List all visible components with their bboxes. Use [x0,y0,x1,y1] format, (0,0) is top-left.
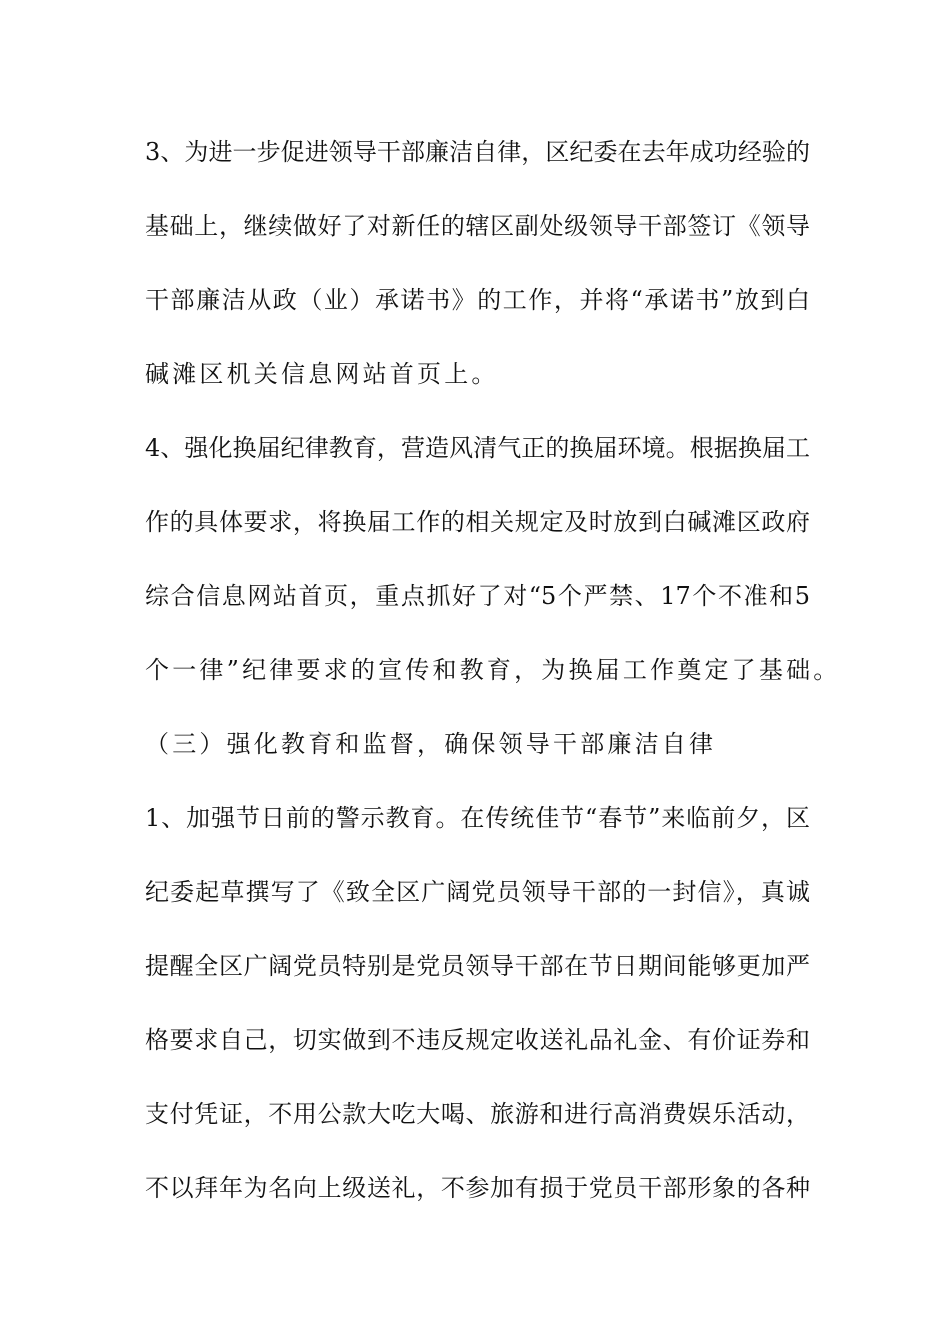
paragraph-line: 干部廉洁从政（业）承诺书》的工作，并将“承诺书”放到白 [145,286,810,314]
paragraph-line: 纪委起草撰写了《致全区广阔党员领导干部的一封信》，真诚 [145,878,810,906]
paragraph-line: 作的具体要求，将换届工作的相关规定及时放到白碱滩区政府 [145,508,810,536]
paragraph-line: 个一律”纪律要求的宣传和教育，为换届工作奠定了基础。 [145,656,841,684]
paragraph-line: 格要求自己，切实做到不违反规定收送礼品礼金、有价证券和 [145,1026,810,1054]
paragraph-line: 1、加强节日前的警示教育。在传统佳节“春节”来临前夕，区 [145,804,810,832]
paragraph-line: 3、为进一步促进领导干部廉洁自律，区纪委在去年成功经验的 [145,138,810,166]
paragraph-line: 碱滩区机关信息网站首页上。 [145,360,499,388]
section-heading: （三）强化教育和监督，确保领导干部廉洁自律 [145,730,717,758]
paragraph-line: 提醒全区广阔党员特别是党员领导干部在节日期间能够更加严 [145,952,810,980]
paragraph-line: 4、强化换届纪律教育，营造风清气正的换届环境。根据换届工 [145,434,810,462]
paragraph-line: 支付凭证，不用公款大吃大喝、旅游和进行高消费娱乐活动， [145,1100,810,1128]
paragraph-line: 基础上，继续做好了对新任的辖区副处级领导干部签订《领导 [145,212,810,240]
paragraph-line: 不以拜年为名向上级送礼，不参加有损于党员干部形象的各种 [145,1174,810,1202]
paragraph-line: 综合信息网站首页，重点抓好了对“5个严禁、17个不准和5 [145,582,810,610]
